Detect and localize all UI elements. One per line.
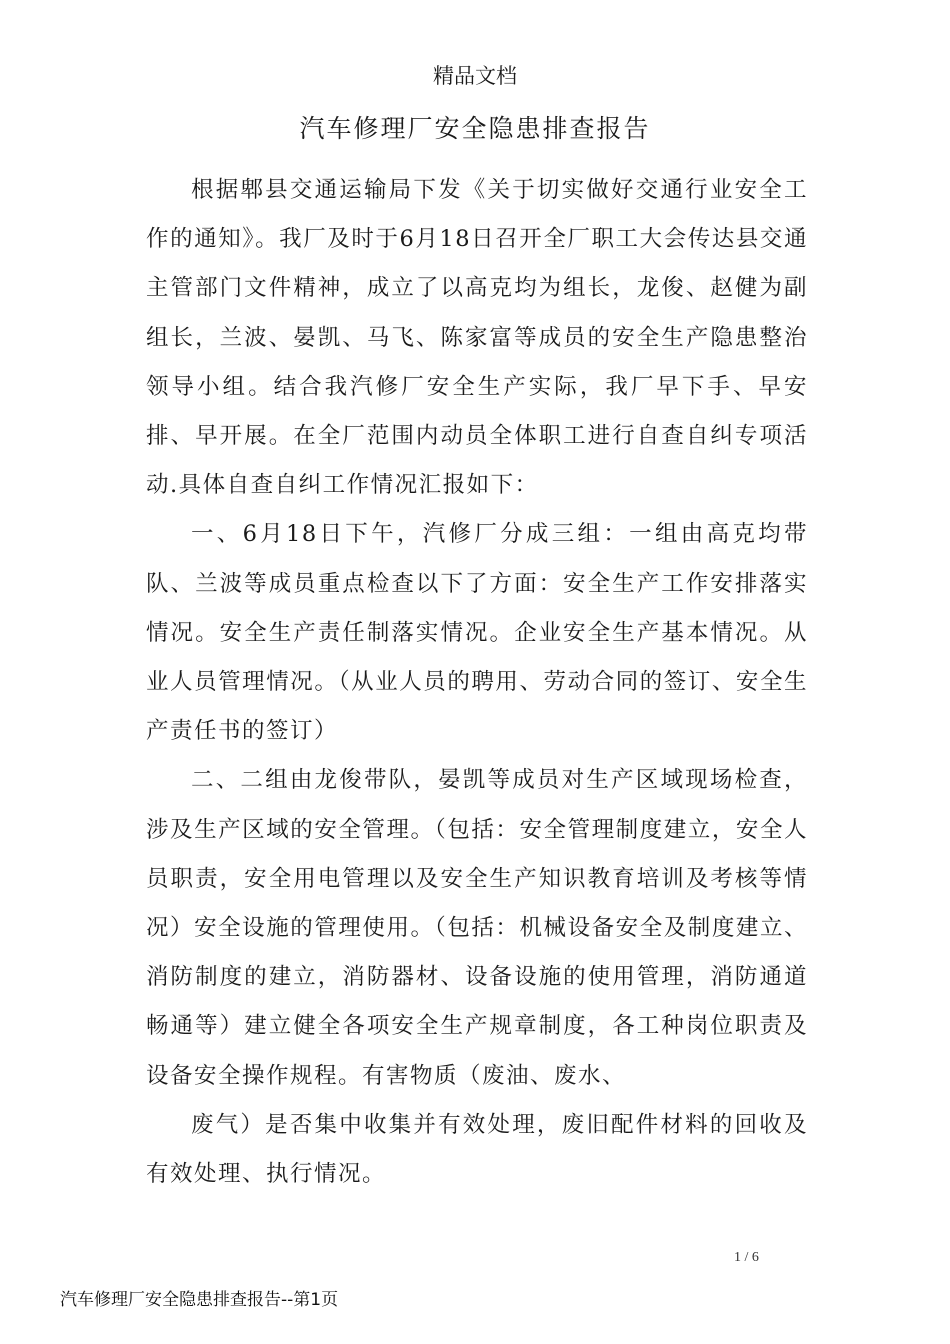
page-number: 1 / 6 (734, 1250, 759, 1265)
paragraph-intro: 根据郫县交通运输局下发《关于切实做好交通行业安全工作的通知》。我厂及时于6月18日召开全厂职工大会传达县交通主管部门文件精神，成立了以高克均为组长，龙俊、赵健为副组长，兰波、晏凯、马飞、陈家富等成员的安全生产隐患整治领导小组。结合我汽修厂安全生产实际，我厂早下手、早安排、早开展。在全厂范围内动员全体职工进行自查自纠专项活动.具体自查自纠工作情况汇报如下： (146, 177, 808, 499)
page-footer: 汽车修理厂安全隐患排查报告--第1页 (60, 1290, 339, 1310)
document-body (146, 166, 808, 1199)
document-title: 汽车修理厂安全隐患排查报告 (299, 114, 651, 143)
paragraph-group-one: 一、6月18日下午，汽修厂分成三组：一组由高克均带队、兰波等成员重点检查以下了方面：安全生产工作安排落实情况。安全生产责任制落实情况。企业安全生产基本情况。从业人员管理情况。（从业人员的聘用、劳动合同的签订、安全生产责任书的签订） (146, 521, 808, 745)
page-header: 精品文档 (433, 64, 517, 88)
paragraph-continuation: 废气）是否集中收集并有效处理，废旧配件材料的回收及有效处理、执行情况。 (146, 1111, 808, 1188)
paragraph-group-two: 二、二组由龙俊带队，晏凯等成员对生产区域现场检查，涉及生产区域的安全管理。（包括：安全管理制度建立，安全人员职责，安全用电管理以及安全生产知识教育培训及考核等情况）安全设施的管理使用。（包括：机械设备安全及制度建立、消防制度的建立，消防器材、设备设施的使用管理，消防通道畅通等）建立健全各项安全生产规章制度，各工种岗位职责及设备安全操作规程。有害物质（废油、废水、 (146, 767, 808, 1089)
